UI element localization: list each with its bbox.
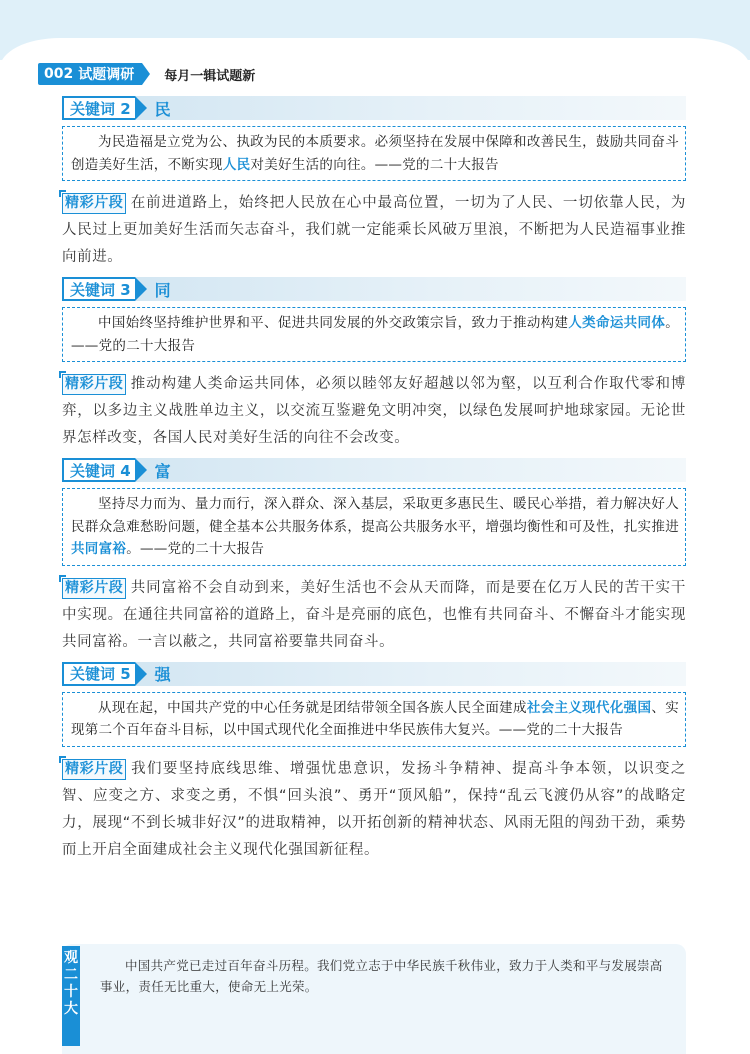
highlight-segment: 精彩片段 我们要坚持底线思维、增强忧患意识，发扬斗争精神、提高斗争本领，以识变之智、应变之方、求变之勇，不惧“回头浪”、勇开“顶风船”，保持“乱云飞渡仍从容”的战略定力，展现“不到长城非好汉”的进取精神，以开拓创新的精神状态、风雨无阻的闯劲干劲，乘势而上开启全面建成社会主义现代化强国新征程。 [62, 760, 686, 858]
segment-tag: 精彩片段 [62, 193, 126, 214]
quote-highlight: 共同富裕 [71, 541, 127, 557]
report-quote: 中国始终坚持维护世界和平、促进共同发展的外交政策宗旨，致力于推动构建人类命运共同体。——党的二十大报告 [62, 307, 686, 362]
page-header [38, 63, 255, 85]
keyword-bar [62, 277, 686, 301]
triangle-icon [135, 662, 147, 686]
keyword-word: 富 [154, 461, 171, 481]
highlight-segment: 精彩片段 共同富裕不会自动到来，美好生活也不会从天而降，而是要在亿万人民的苦干实干中实现。在通往共同富裕的道路上，奋斗是亮丽的底色，也惟有共同奋斗、不懈奋斗才能实现共同富裕。一言以蔽之，共同富裕要靠共同奋斗。 [62, 579, 686, 650]
report-quote: 为民造福是立党为公、执政为民的本质要求。必须坚持在发展中保障和改善民生，鼓励共同奋斗创造美好生活，不断实现人民对美好生活的向往。——党的二十大报告 [62, 126, 686, 181]
segment-tag: 精彩片段 [62, 759, 126, 780]
triangle-icon [135, 458, 147, 482]
keyword-word: 同 [154, 280, 171, 300]
keyword-bar [62, 662, 686, 686]
keyword-label: 关键词 2 [62, 96, 135, 120]
page-number: 002 [44, 66, 74, 82]
segment-tag: 精彩片段 [62, 374, 126, 395]
quote-highlight: 人类命运共同体 [568, 315, 666, 331]
bottom-text: 中国共产党已走过百年奋斗历程。我们党立志于中华民族千秋伟业，致力于人类和平与发展崇高事业，责任无比重大，使命无上光荣。 [100, 958, 663, 994]
badge-arrow [142, 63, 150, 85]
section-title: 试题调研 [78, 67, 135, 83]
quote-highlight: 社会主义现代化强国 [526, 699, 652, 716]
triangle-icon [135, 96, 147, 120]
page-badge [38, 63, 142, 85]
keyword-bar [62, 458, 686, 482]
header-subtitle: 每月一辑试题新 [164, 68, 256, 84]
quote-highlight: 人民 [222, 156, 251, 173]
main-content [62, 96, 686, 870]
page-top-band [0, 0, 750, 60]
highlight-segment: 精彩片段 推动构建人类命运共同体，必须以睦邻友好超越以邻为壑，以互利合作取代零和博弈，以多边主义战胜单边主义，以交流互鉴避免文明冲突，以绿色发展呵护地球家园。无论世界怎样改变，各国人民对美好生活的向往不会改变。 [62, 376, 686, 446]
triangle-icon [135, 277, 147, 301]
bottom-tab-char: 二 [64, 967, 78, 983]
segment-tag: 精彩片段 [62, 578, 126, 599]
keyword-label: 关键词 5 [62, 662, 135, 686]
keyword-bar [62, 96, 686, 120]
bottom-tab [62, 946, 80, 1046]
keyword-word: 强 [154, 665, 171, 684]
keyword-label: 关键词 4 [62, 458, 135, 482]
report-quote: 坚持尽力而为、量力而行，深入群众、深入基层，采取更多惠民生、暖民心举措，着力解决好人民群众急难愁盼问题，健全基本公共服务体系，提高公共服务水平，增强均衡性和可及性，扎实推进共同富裕。——党的二十大报告 [62, 488, 686, 566]
bottom-tab-char: 大 [64, 1001, 78, 1017]
report-quote: 从现在起，中国共产党的中心任务就是团结带领全国各族人民全面建成社会主义现代化强国、实现第二个百年奋斗目标，以中国式现代化全面推进中华民族伟大复兴。——党的二十大报告 [62, 692, 686, 747]
bottom-tab-char: 十 [64, 984, 78, 1000]
keyword-word: 民 [154, 99, 171, 119]
highlight-segment: 精彩片段 在前进道路上，始终把人民放在心中最高位置，一切为了人民、一切依靠人民，为人民过上更加美好生活而矢志奋斗，我们就一定能乘长风破万里浪，不断把为人民造福事业推向前进。 [62, 195, 686, 265]
bottom-tab-char: 观 [64, 950, 78, 966]
keyword-label: 关键词 3 [62, 277, 135, 301]
